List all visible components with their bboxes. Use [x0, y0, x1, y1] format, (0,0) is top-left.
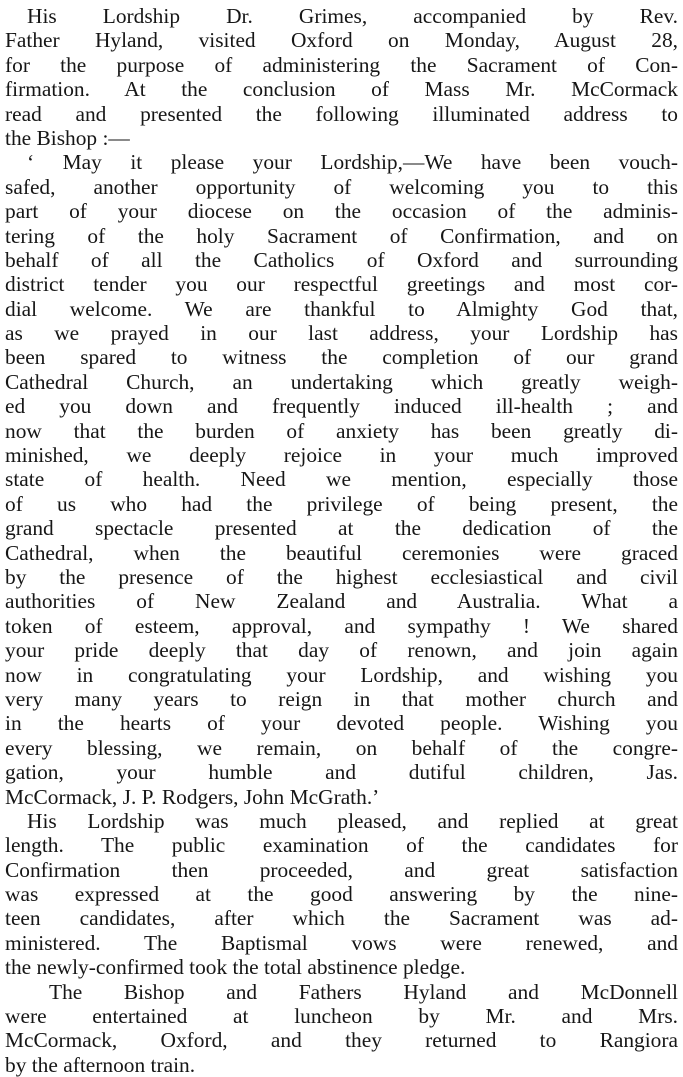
text-line: authorities of New Zealand and Australia. What a: [5, 589, 678, 614]
text-line: McCormack, J. P. Rodgers, John McGrath.’: [5, 784, 380, 809]
text-line: grand spectacle presented at the dedication of the: [5, 516, 678, 541]
text-line: tering of the holy Sacrament of Confirmation, and on: [5, 223, 678, 248]
paragraph: [5, 150, 678, 809]
text-line: of us who had the privilege of being present, the: [5, 491, 678, 516]
text-line: Cathedral Church, an undertaking which greatly weigh-: [5, 369, 678, 394]
text-line: read and presented the following illuminated address to: [5, 101, 678, 126]
text-line: His Lordship Dr. Grimes, accompanied by Rev.: [27, 4, 678, 28]
text-line: ministered. The Baptismal vows were renewed, and: [5, 930, 678, 955]
text-line: by the presence of the highest ecclesiastical and civil: [5, 564, 678, 589]
paragraph: [5, 4, 678, 150]
text-line: Father Hyland, visited Oxford on Monday, August 28,: [5, 28, 678, 53]
text-line: your pride deeply that day of renown, and join again: [5, 638, 678, 663]
text-line: the newly-confirmed took the total abstinence pledge.: [5, 955, 466, 980]
text-line: been spared to witness the completion of our grand: [5, 345, 678, 370]
text-line: token of esteem, approval, and sympathy ! We shared: [5, 613, 678, 638]
text-line: were entertained at luncheon by Mr. and Mrs.: [5, 1004, 678, 1029]
text-line: Cathedral, when the beautiful ceremonies were graced: [5, 540, 678, 565]
text-line: very many years to reign in that mother church and: [5, 686, 678, 711]
text-line: now that the burden of anxiety has been greatly di-: [5, 418, 678, 443]
text-line: state of health. Need we mention, especially those: [5, 467, 678, 492]
paragraph: [5, 980, 678, 1077]
text-line: every blessing, we remain, on behalf of the congre-: [5, 735, 678, 760]
text-line: gation, your humble and dutiful children, Jas.: [5, 760, 678, 785]
text-line: for the purpose of administering the Sacrament of Con-: [5, 52, 678, 77]
text-line: now in congratulating your Lordship, and wishing you: [5, 662, 678, 687]
text-line: part of your diocese on the occasion of the adminis-: [5, 199, 678, 224]
text-line: was expressed at the good answering by the nine-: [5, 882, 678, 907]
text-line: by the afternoon train.: [5, 1052, 196, 1077]
text-line: as we prayed in our last address, your Lordship has: [5, 321, 678, 346]
text-line: length. The public examination of the candidates for: [5, 833, 678, 858]
text-line: Confirmation then proceeded, and great satisfaction: [5, 857, 678, 882]
text-line: McCormack, Oxford, and they returned to Rangiora: [5, 1028, 678, 1053]
text-line: ed you down and frequently induced ill-health ; and: [5, 394, 678, 419]
text-line: The Bishop and Fathers Hyland and McDonnell: [49, 979, 678, 1004]
text-line: His Lordship was much pleased, and replied at great: [27, 808, 678, 833]
text-line: dial welcome. We are thankful to Almighty God that,: [5, 296, 678, 321]
text-line: behalf of all the Catholics of Oxford and surrounding: [5, 247, 678, 272]
text-line: the Bishop :—: [5, 125, 130, 150]
text-line: in the hearts of your devoted people. Wishing you: [5, 711, 678, 736]
text-line: minished, we deeply rejoice in your much improved: [5, 443, 678, 468]
text-line: teen candidates, after which the Sacrament was ad-: [5, 906, 678, 931]
text-line: firmation. At the conclusion of Mass Mr. McCormack: [5, 77, 678, 102]
text-line: district tender you our respectful greetings and most cor-: [5, 272, 678, 297]
paragraph: [5, 809, 678, 980]
text-line: safed, another opportunity of welcoming you to this: [5, 174, 678, 199]
text-line: ‘ May it please your Lordship,—We have been vouch-: [27, 150, 678, 175]
